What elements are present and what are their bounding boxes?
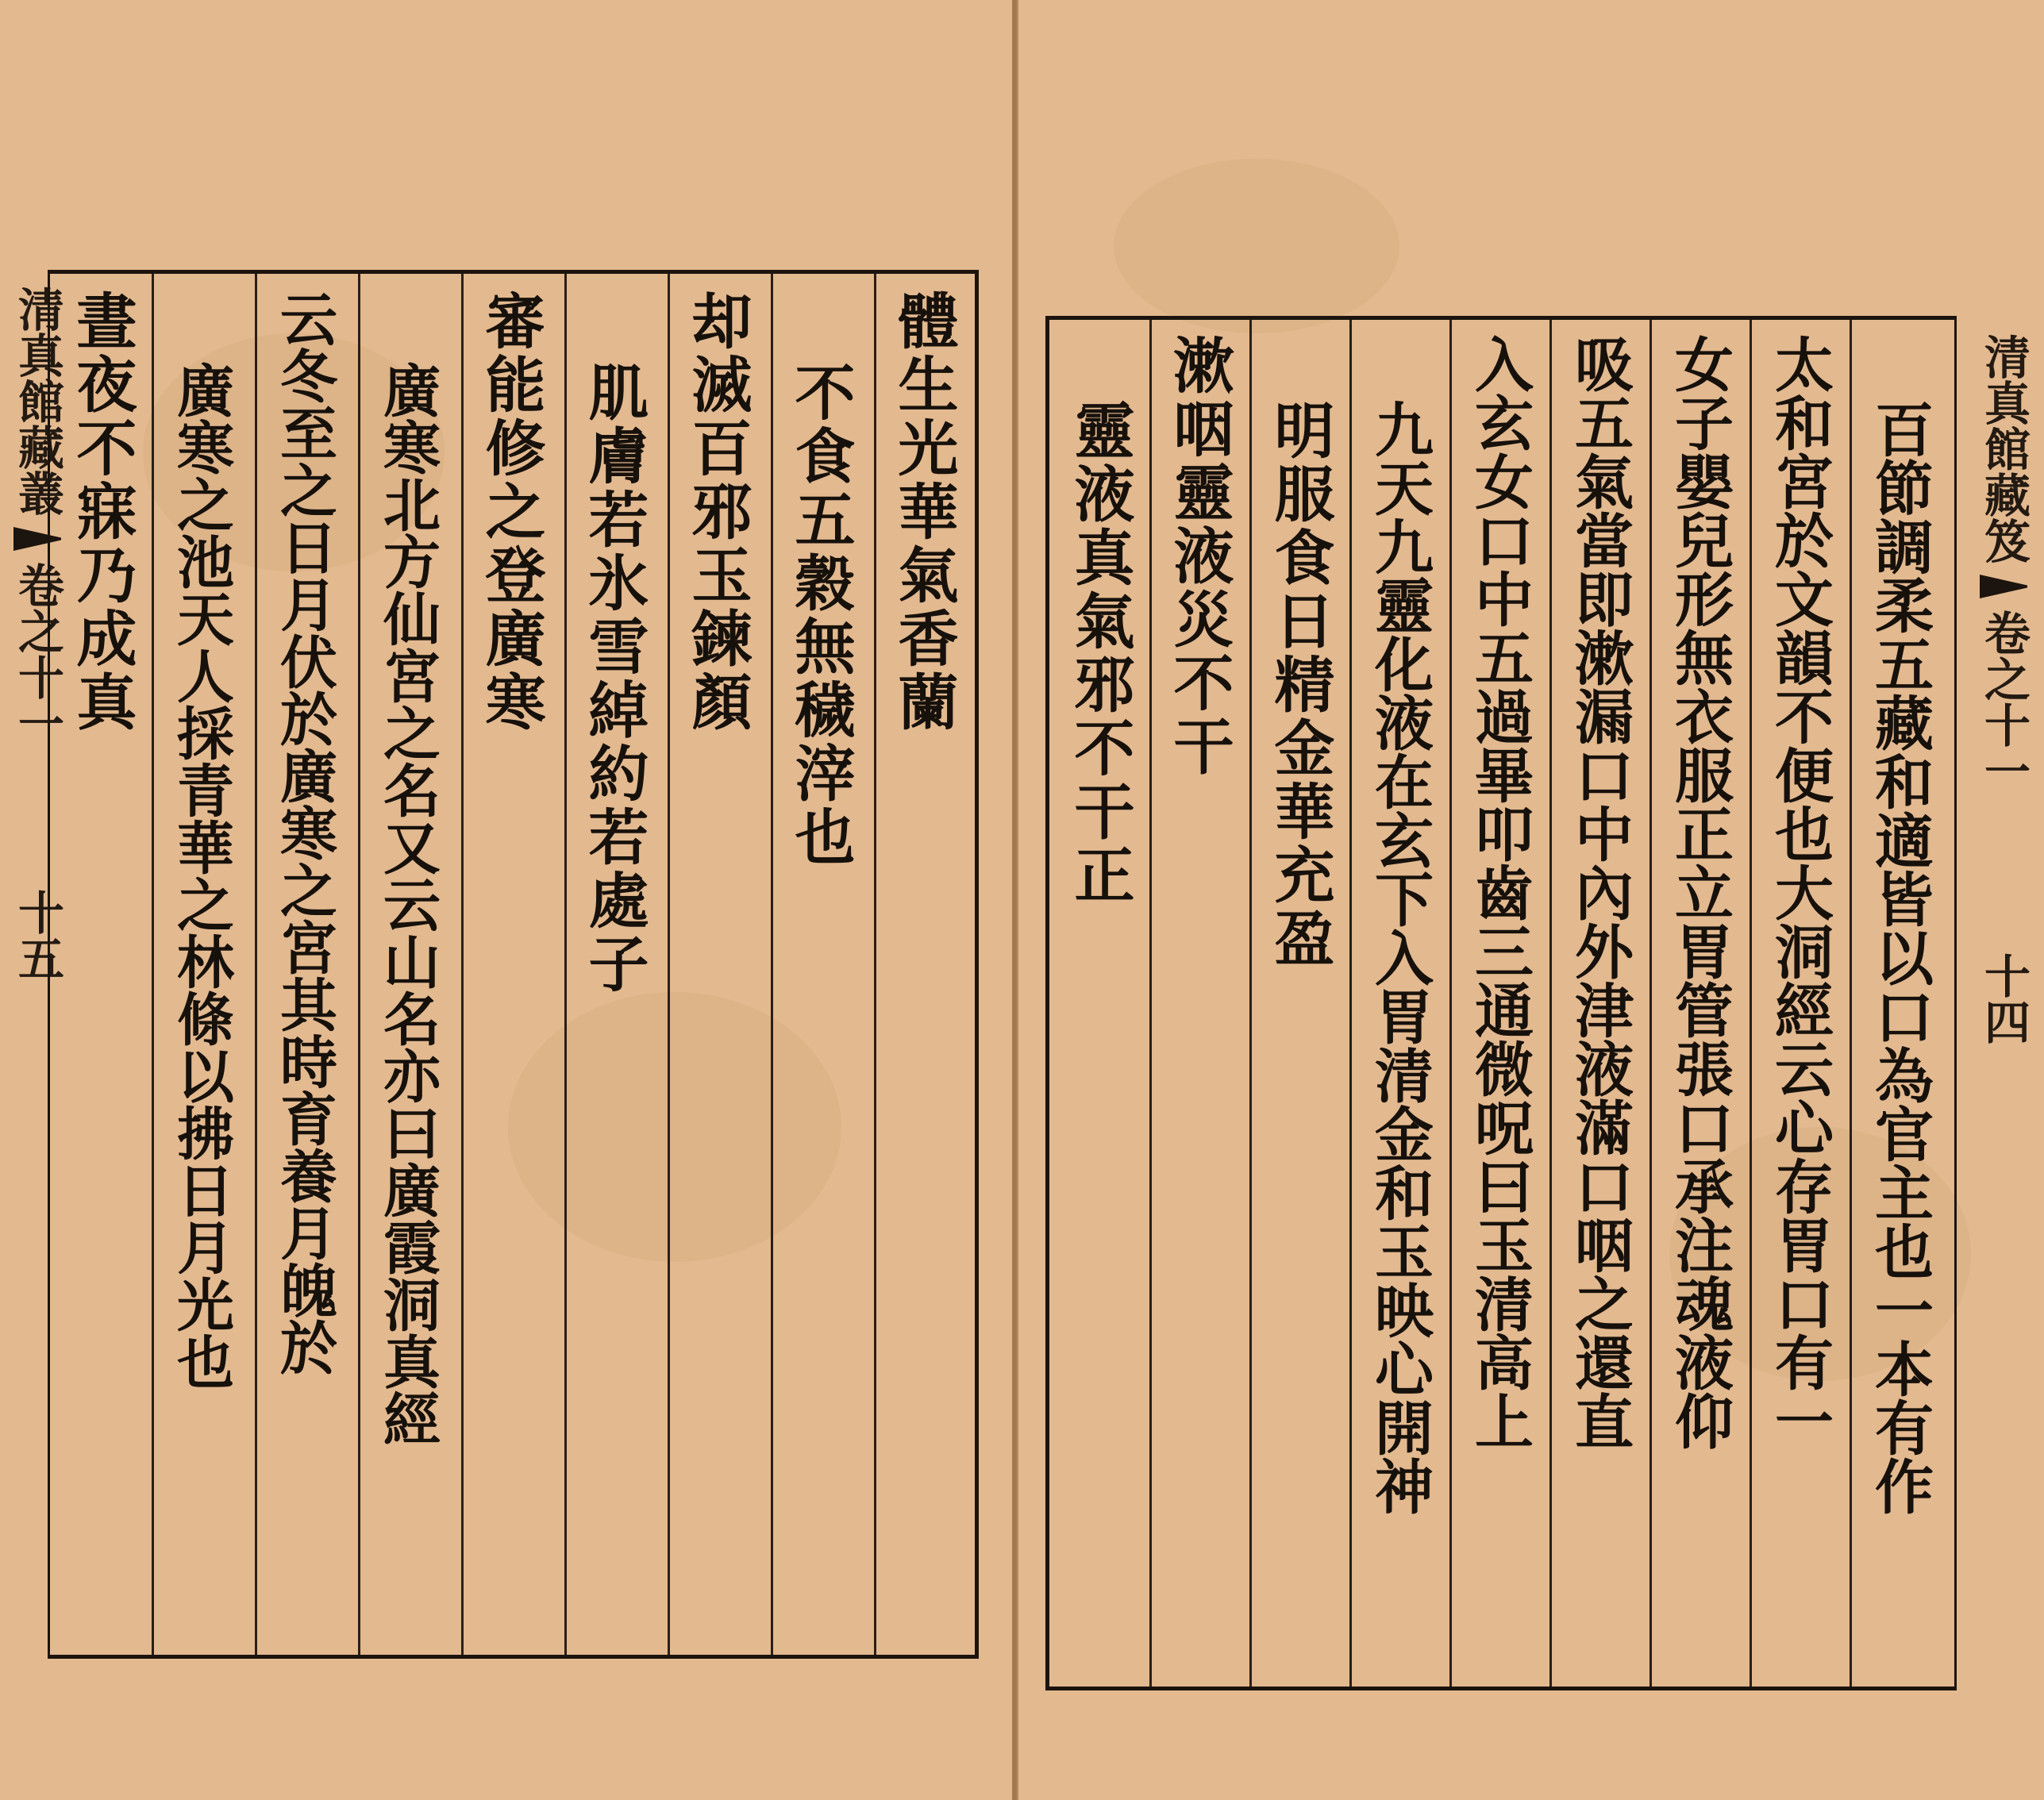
column-text: 入玄女口中五過畢叩齒三通微呪曰玉清高上 <box>1465 334 1534 1450</box>
column-text: 明服食日精金華充盈 <box>1265 399 1335 971</box>
column-text: 體生光華氣香蘭 <box>888 290 959 734</box>
column-rule <box>255 274 257 1655</box>
right-page-text-frame <box>1045 316 1957 1690</box>
column-text: 云冬至之日月伏於廣寒之宮其時育養月魄於 <box>271 290 338 1375</box>
column-text: 九天九靈化液在玄下入胃清金和玉映心開神 <box>1365 399 1434 1515</box>
column-rule <box>461 274 464 1655</box>
text-column <box>1856 320 1943 1687</box>
column-rule <box>771 274 773 1655</box>
column-rule <box>1249 320 1252 1687</box>
right-margin-folio: 十四 <box>1977 952 2031 1044</box>
text-column <box>58 274 145 1655</box>
column-text: 却滅百邪玉鍊顏 <box>682 290 753 734</box>
left-margin-title: 清真館藏叢 <box>10 286 64 516</box>
column-rule <box>152 274 154 1655</box>
column-text: 肌膚若氷雪綽約若處子 <box>579 361 649 996</box>
text-column <box>570 274 657 1655</box>
column-text: 女子嬰兒形無衣服正立胃管張口承注魂液仰 <box>1665 334 1734 1450</box>
text-column <box>1456 320 1543 1687</box>
text-column <box>1256 320 1343 1687</box>
text-column <box>467 274 554 1655</box>
column-rule <box>358 274 360 1655</box>
paper-stain <box>1114 159 1399 333</box>
column-text: 太和宮於文韻不便也大洞經云心存胃口有一 <box>1765 334 1834 1450</box>
column-rule <box>874 274 876 1655</box>
text-column <box>1656 320 1743 1687</box>
text-column <box>1356 320 1443 1687</box>
text-column <box>673 274 760 1655</box>
text-column <box>364 274 451 1655</box>
column-rule <box>1649 320 1652 1687</box>
column-rule <box>564 274 567 1655</box>
column-rule <box>1549 320 1552 1687</box>
text-column <box>1056 320 1143 1687</box>
column-text: 晝夜不寐乃成真 <box>67 290 137 734</box>
text-column <box>1556 320 1643 1687</box>
text-column <box>157 274 244 1655</box>
text-column <box>880 274 967 1655</box>
text-column <box>260 274 348 1655</box>
column-rule <box>1149 320 1152 1687</box>
column-text: 漱咽靈液災不干 <box>1164 334 1234 779</box>
text-column <box>1756 320 1843 1687</box>
column-rule <box>1349 320 1352 1687</box>
column-rule <box>668 274 670 1655</box>
left-page <box>0 0 1014 1800</box>
column-rule <box>1850 320 1852 1687</box>
column-text: 吸五氣當即漱漏口中內外津液滿口咽之還直 <box>1565 334 1634 1450</box>
left-page-text-frame <box>48 270 979 1659</box>
column-text: 廣寒北方仙宮之名又云山名亦曰廣霞洞真經 <box>374 361 441 1447</box>
fish-tail-mark <box>1980 575 2027 598</box>
column-text: 百節調柔五藏和適皆以口為官主也一本有作 <box>1865 399 1934 1515</box>
column-text: 審能修之登廣寒 <box>475 290 546 734</box>
column-rule <box>1449 320 1452 1687</box>
left-margin-juan: 卷之十一 <box>10 562 64 746</box>
right-margin-title: 清真館藏笈 <box>1977 333 2031 563</box>
text-column <box>1155 320 1242 1687</box>
column-text: 靈液真氣邪不干正 <box>1064 399 1135 907</box>
right-page <box>1017 0 2044 1800</box>
right-margin-juan: 卷之十一 <box>1977 610 2031 794</box>
text-column <box>776 274 864 1655</box>
right-page-margin-column <box>1968 333 2039 1730</box>
column-text: 不食五穀無穢滓也 <box>785 361 856 869</box>
column-rule <box>1750 320 1752 1687</box>
left-margin-folio: 十五 <box>10 889 64 981</box>
column-text: 廣寒之池天人採青華之林條以拂日月光也 <box>167 361 235 1390</box>
